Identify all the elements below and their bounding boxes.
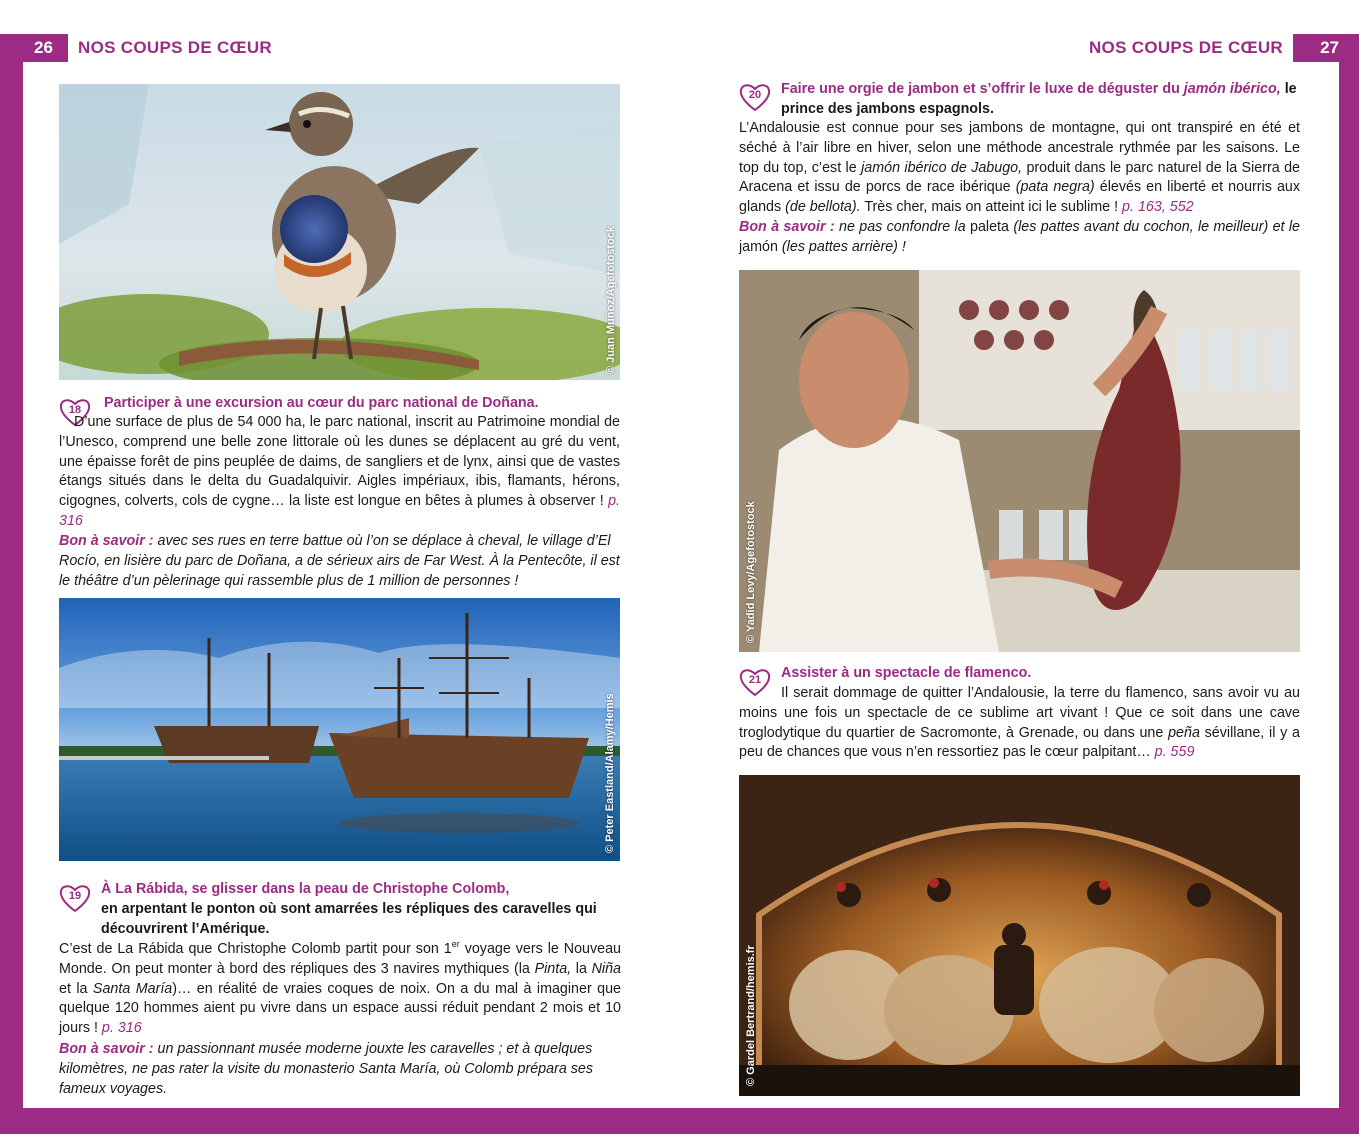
page-border-left <box>0 34 23 1134</box>
page-number-left: 26 <box>34 38 53 57</box>
item-19-body: C’est de La Rábida que Christophe Colomb partit pour son 1er voyage vers le Nouveau Monde. On peut monter à bord des répliques des 3 navires mythiques (la Pinta, la Niña et la Santa María)… en réalité de vraies coques de noix. On a du mal à imaginer que quelque 120 hommes aient pu vivre dans un espace aussi réduit pendant 2 mois et 10 jours ! p. 316 <box>59 939 621 1037</box>
flamenco-dancers-photo <box>739 775 1300 1096</box>
running-head-left: NOS COUPS DE CŒUR <box>78 38 273 57</box>
item-20-body: L’Andalousie est connue pour ses jambons de montagne, qui ont transpiré en été et séché à l’air libre en hiver, selon une méthode ancestrale rythmée par les saisons. Le top du top, c’est le jamón ibérico de Jabugo, produit dans le parc naturel de la Sierra de Aracena et issu de porcs de race ibérique (pata negra) élevés en liberté et nourris aux glands (de bellota). Très cher, mais on atteint ici le sublime ! p. 163, 552 Bon à savoir : ne pas confondre la paleta (les pattes avant du cochon, le meilleur) et le jamón (les pattes arrière) ! <box>739 120 1301 255</box>
photo-credit: © Peter Eastland/Alamy/Hemis <box>604 693 616 853</box>
photo-credit: © Juan Muñoz/Agefotostock <box>605 225 617 374</box>
item-21-title: Assister à un spectacle de flamenco. <box>781 665 1032 681</box>
item-18-tip: Bon à savoir : avec ses rues en terre battue où l’on se déplace à cheval, le village d’El Rocío, en lisière du parc de Doñana, a de sérieux airs de Far West. À la Pentecôte, il est le théâtre d’un pèlerinage qui rassemble plus de 1 million de personnes ! <box>59 533 620 589</box>
ham-carving-photo <box>739 270 1300 652</box>
item-number: 19 <box>68 890 82 902</box>
page-ref: p. 559 <box>1154 744 1195 761</box>
page-number-right: 27 <box>1320 38 1339 57</box>
page-border-bottom <box>0 1108 1359 1134</box>
bluethroat-bird-photo <box>59 84 620 380</box>
page-border-right <box>1339 34 1359 1134</box>
photo-credit: © Gardel Bertrand/hemis.fr <box>745 945 757 1086</box>
page-ref: p. 163, 552 <box>1122 199 1194 216</box>
item-18-body: D’une surface de plus de 54 000 ha, le parc national, inscrit au Patrimoine mondial de l’Unesco, comprend une belle zone littorale où les dunes se déplacent au gré du vent, une épaisse forêt de pins peuplée de daims, de sangliers et de lynx, ainsi que de vastes étangs situés dans le delta du Guadalquivir. Aigles impériaux, ibis, flamants, hérons, cigognes, colverts, cols de cygne… la liste est longue en bêtes à plumes à observer ! p. 316 <box>59 414 620 529</box>
item-18-title: Participer à une excursion au cœur du parc national de Doñana. <box>104 395 539 411</box>
running-head-right: NOS COUPS DE CŒUR <box>1088 38 1283 57</box>
heart-19-icon <box>59 883 91 913</box>
item-number: 20 <box>748 89 762 101</box>
item-21-body: Il serait dommage de quitter l’Andalousie, la terre du flamenco, sans avoir vu au moins une fois un spectacle de ce sublime art vivant ! Que ce soit dans une cave troglodytique du quartier de Sacromonte, à Grenade, ou dans une peña sévillane, il y a peu de chances que vous n’en ressortiez pas le cœur palpitant… p. 559 <box>739 685 1300 761</box>
caravels-replica-photo <box>59 598 620 861</box>
page-ref: p. 316 <box>101 1020 142 1037</box>
item-number: 21 <box>748 674 762 686</box>
photo-credit: © Yadid Levy/Agefotostock <box>745 501 757 643</box>
item-19-tip: Bon à savoir : un passionnant musée moderne jouxte les caravelles ; et à quelques kilomètres, ne pas rater la visite du monasterio Santa María, où Colomb prépara ses fameux voyages. <box>59 1041 594 1097</box>
heart-20-icon <box>739 82 771 112</box>
page-ref: p. 316 <box>59 493 620 529</box>
item-19-title: À La Rábida, se glisser dans la peau de Christophe Colomb, en arpentant le ponton où sont amarrées les répliques des caravelles qui découvrirent l’Amérique. <box>101 881 597 937</box>
item-number: 18 <box>68 404 82 416</box>
item-20-title: Faire une orgie de jambon et s’offrir le luxe de déguster du jamón ibérico, le prince des jambons espagnols. <box>781 81 1297 117</box>
